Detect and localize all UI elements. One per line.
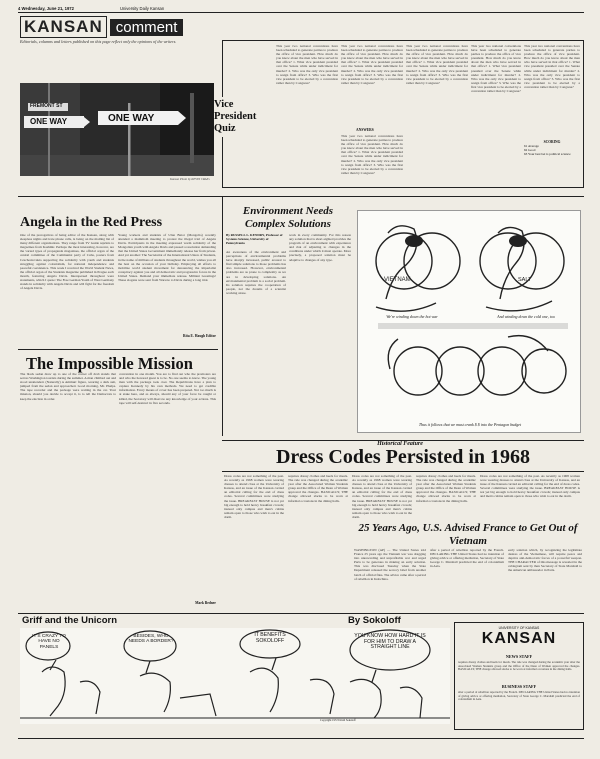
one-way-photo: [20, 83, 214, 176]
quiz-title-text: Vice President Quiz: [214, 99, 257, 134]
quiz-answers-4: This year two national conventions have been scheduled to generate parties to produce the office of vice president. How much do you know about the men who have served in that office? 1. What vice president presided over the Senate while under indictment for murder? 2. Who was the only vice president to resign from office? 3. Who was the first vice president to be elected by a convention rather than by Congress?: [524, 44, 580, 89]
environment-col-1: An awareness of the environment and perceptions of environmental problems have sharply increased, public arousal to find simple solutions to those problems has also increased. However, environmental problems are as prone to complexity as we are in developing solutions. An environmental problem is a social problem. Its solution requires the cooperation of people, not the dreams of a scientist working alone.: [226, 250, 286, 295]
quiz-title: [214, 97, 274, 137]
masthead-box: [454, 622, 584, 730]
scoring-line-1: 61 Average: [524, 144, 539, 148]
quiz-answers-2: This year two national conventions have been scheduled to generate parties to produce the office of vice president. How much do you know about the men who have served in that office? 1. What vice president presided over the Senate while under indictment for murder? 2. Who was the only vice president to resign from office? 3. Who was the first vice president to be elected by a convention rather than by Congress?: [406, 44, 468, 85]
impossible-headline: The Impossible Mission: [26, 354, 193, 373]
scoring-line-3: 63 Your best bet is political science: [524, 152, 571, 156]
logo-kansan: KANSAN: [20, 16, 107, 38]
impossible-col-2: convention in one month. You are to find out who the promoters are and who the honored guest is to be. No one seems to know. The young man with the package took over. The Republicans have a plan to capture Kennedy by his own methods. We need to get credible information. Every means of cover has been prepared. Not too much is at stake here, and as always, should any of your force be caught or killed, the Secretary will disavow any knowledge of your actions. This tape will self-destruct in five seconds.: [119, 372, 216, 405]
scoring-title: SCORING: [543, 140, 561, 144]
vietnam-col-2: after a period of rebellion reported by the French. DECLARING THE United States had no intention of giving advice or offering mediation, Secretary of State George C. Marshall predicted the end of colonialism in Asia.: [430, 548, 504, 569]
folio: 4 Wednesday, June 21, 1972: [18, 6, 74, 11]
quiz-answers-heading: ANSWERS: [356, 128, 374, 132]
quiz-questions-2: This year two national conventions have been scheduled to generate parties to produce the office of vice president. How much do you know about the men who have served in that office? 1. What vice president presided over the Senate while under indictment for murder? 2. Who was the only vice president to resign from office? 3. Who was the first vice president to be elected by a convention rather than by Congress?: [341, 44, 403, 85]
vietnam-col-1: WASHINGTON (AP) — The United States told France 25 years ago the Vietnam war was dragging into unrewarding and unprofitable war and urged Paris to be generous in making an early solution. This was disclosed Tuesday when the State Department released the secrecy label from another batch of official files. The advice came after a period of rebellion in Indochina.: [354, 548, 426, 581]
political-cartoon: [357, 210, 581, 433]
photo-credit: Kansan Photo by KEVIN CRAIG: [170, 177, 210, 181]
sign-one-way-right: ONE WAY: [108, 113, 155, 124]
dress-col-2: requires dressy clothes and heels for meals. The rule was changed during the academic year after the Associated Women Students group and the Office of the Dean of Women approved the changes. BASICALLY, THE change allowed slacks to be worn at informal occasions in the dining halls.: [288, 474, 348, 503]
vietnam-headline: 25 Years Ago, U.S. Advised France to Get Out of Vietnam: [358, 522, 578, 547]
sign-fremont: FREMONT ST: [30, 103, 63, 109]
cartoon-caption-left: We're winding down the hot war: [386, 314, 438, 319]
griff-title: Griff and the Unicorn: [22, 615, 117, 626]
angela-signature: Rita E. Haugh Editor: [183, 334, 216, 338]
masthead-business-staff: BUSINESS STAFF: [501, 684, 537, 689]
street-scene-image: [20, 83, 214, 176]
angela-col-1: One of the prerogatives of being editor of the Kansan, along with sleepless nights and irate phone calls, is being on the mailing list of many different organizations. They range from TV Guide reprints to magazines from Kashmir. Perhaps the most interesting, however, are the varied types of propaganda magazines, the official organ of the central committee of the Communist party of Cuba, posters from Czechoslovakia supporting the solidarity with youth and students struggling against colonialism, for national independence and peaceful coexistence. This week I received the World Student News, the official organ of the Students magazine published in Prague each month, featuring Angela Davis. Interspersed throughout were statements, which I quote: The Free German Youth of West Germany stands in solidarity with Angela Davis and will fight for the freedom of Angela Davis.: [20, 233, 114, 291]
griff-bubble-3: IT BENEFITS SOKOLOFF: [254, 632, 286, 644]
logo-comment: comment: [110, 19, 184, 36]
sign-one-way-left: ONE WAY: [30, 117, 68, 126]
nixon-cartoon-drawing: [358, 211, 582, 434]
paper-name: University Daily Kansan: [120, 6, 165, 11]
environment-col-2: work in every community. For this reason any solution that is short-sighted provides the program of an environment with experience and risk of adjusting to changes in the conditions under which it must operate. More precisely, a proposed solution must be adaptive to changes of any type.: [289, 233, 351, 262]
masthead-business-text: after a period of rebellion reported by the French. DECLARING THE United States had no intention of giving advice or offering mediation, Secretary of State George C. Marshall predicted the end of colonialism in Asia.: [458, 691, 580, 702]
dress-col-3: Dress codes are not something of the past. As recently as 1968 women were wearing dresses to attend class at the University of Kansas, and an issue of the Kansan carried an editorial calling for the end of dress codes. Several committees were studying the issue. BREAKFAST HOUSE is not yet big enough to hold heavy breakfast crowds; instead only campus and men's cabins remain open to those who wish to eat in the dorm.: [352, 474, 412, 519]
quiz-answers-3: This year two national conventions have been scheduled to generate parties to produce the office of vice president. How much do you know about the men who have served in that office? 1. What vice president presided over the Senate while under indictment for murder? 2. Who was the only vice president to resign from office? 3. Who was the first vice president to be elected by a convention rather than by Congress?: [471, 44, 521, 94]
vietnam-col-3: early solution which, by recognizing the legitimate desires of the Vietnamese, will require peace and deprive anti-democratic forces of a powerful weapon. THE CHARACTER of this message is revealed in the cablegram sent by then Secretary of State Marshall to the American ambassador in Paris.: [508, 548, 582, 573]
dress-col-5: Dress codes are not something of the past. As recently as 1968 women were wearing dresses to attend class at the University of Kansas, and an issue of the Kansan carried an editorial calling for the end of dress codes. Several committees were studying the issue. BREAKFAST HOUSE is not yet big enough to hold heavy breakfast crowds; instead only campus and men's cabins remain open to those who wish to eat in the dorm.: [480, 474, 580, 499]
dress-col-1: Dress codes are not something of the past. As recently as 1968 women were wearing dresses to attend class at the University of Kansas, and an issue of the Kansan carried an editorial calling for the end of dress codes. Several committees were studying the issue. BREAKFAST HOUSE is not yet big enough to hold heavy breakfast crowds; instead only campus and men's cabins remain open to those who wish to eat in the dorm.: [224, 474, 284, 519]
impossible-col-1: The black sedan drew up to one of the corner off drab stands that serves Washington tourists during the summer. A man climbed out and stood unattended. (Naturally) A Ammurr figure, wearing a dark suit, jumped from the sedan and approached. Good morning, Mr. Phelps. The tape recorder and the package were waiting in the car. Your mission, should you decide to accept it, is to tell the Democrats to keep the election in order.: [20, 372, 116, 401]
griff-bubble-2: BESIDES, WHO NEEDS A BORDER?: [128, 634, 174, 645]
angela-headline: Angela in the Red Press: [20, 215, 163, 230]
masthead-univ: UNIVERSITY OF KANSAS: [498, 626, 540, 630]
svg-text:SALT: SALT: [518, 277, 532, 283]
griff-comic-strip: [20, 628, 450, 724]
quiz-questions: This year two national conventions have been scheduled to generate parties to produce the office of vice president. How much do you know about the men who have served in that office? 1. What vice president presided over the Senate while under indictment for murder? 2. Who was the only vice president to resign from office? 3. Who was the first vice president to be elected by a convention rather than by Congress?: [276, 44, 338, 85]
tagline: Editorials, columns and letters published on this page reflect only the opinions of the writers.: [20, 39, 177, 44]
scoring-block: [524, 140, 580, 156]
angela-col-2: Young workers and students of Ulan Bator (Mongolia) recently attended a mammoth meeting to protest the illegal trial of Angela Davis. Participants in the meeting expressed warm solidarity of the Mongolian youth with Angela Davis and passed a resolution demanding that the United States Government immediately release her from prison. And yet another: The Secretariat of the International Union of Students, in the name of millions of students throughout the world, wishes you all the best on the occasion of your birthday. Employing all efforts to mobilize world student movement for denouncing the imperialist conspiracy against you and all democratic and progressive forces in the United States. Demand your immediate release. Militant Greetings! These slogans were sent from Warsaw to Davis during a long trial.: [118, 233, 216, 283]
kansan-logo: [20, 16, 183, 38]
masthead-news-text: requires dressy clothes and heels for meals. The rule was changed during the academic year after the Associated Women Students group and the Office of the Dean of Women approved the changes. BASICALLY, THE change allowed slacks to be worn at informal occasions in the dining halls.: [458, 661, 580, 672]
environment-headline: Environment Needs Complex Solutions: [242, 205, 334, 230]
griff-bubble-1: IT'S CRAZY TO HAVE NO PANELS: [32, 634, 66, 650]
cartoon-caption-right: And winding down the cold one, too: [497, 314, 555, 319]
svg-text:VIETNAM: VIETNAM: [384, 277, 411, 283]
griff-bubble-4: YOU KNOW HOW HARD IT IS FOR HIM TO DRAW A STRAIGHT LINE: [354, 633, 426, 651]
griff-byline: By Sokoloff: [348, 615, 401, 626]
quiz-answers: This year two national conventions have been scheduled to generate parties to produce the office of vice president. How much do you know about the men who have served in that office? 1. What vice president presided over the Senate while under indictment for murder? 2. Who was the only vice president to resign from office? 3. Who was the first vice president to be elected by a convention rather than by Congress?: [341, 134, 403, 175]
masthead-kansan: KANSAN: [481, 630, 557, 647]
dress-kicker: Historical Feature: [377, 441, 423, 447]
griff-copyright: Copyright 1972 David Sokoloff: [320, 719, 356, 722]
impossible-signature: Mark Bedner: [195, 601, 216, 605]
masthead-news-staff: NEWS STAFF: [505, 654, 533, 659]
cartoon-caption-bottom: Thus it follows that we must crank $ $ into the Pentagon budget: [418, 422, 522, 427]
dress-col-4: requires dressy clothes and heels for meals. The rule was changed during the academic year after the Associated Women Students group and the Office of the Dean of Women approved the changes. BASICALLY, THE change allowed slacks to be worn at informal occasions in the dining halls.: [416, 474, 476, 503]
scoring-line-2: 62 Good: [524, 148, 536, 152]
dress-headline: Dress Codes Persisted in 1968: [275, 446, 531, 468]
environment-byline: By RUSSELL L. KENDRY, Professor of Systems Science, University of Pennsylvania: [226, 233, 283, 245]
